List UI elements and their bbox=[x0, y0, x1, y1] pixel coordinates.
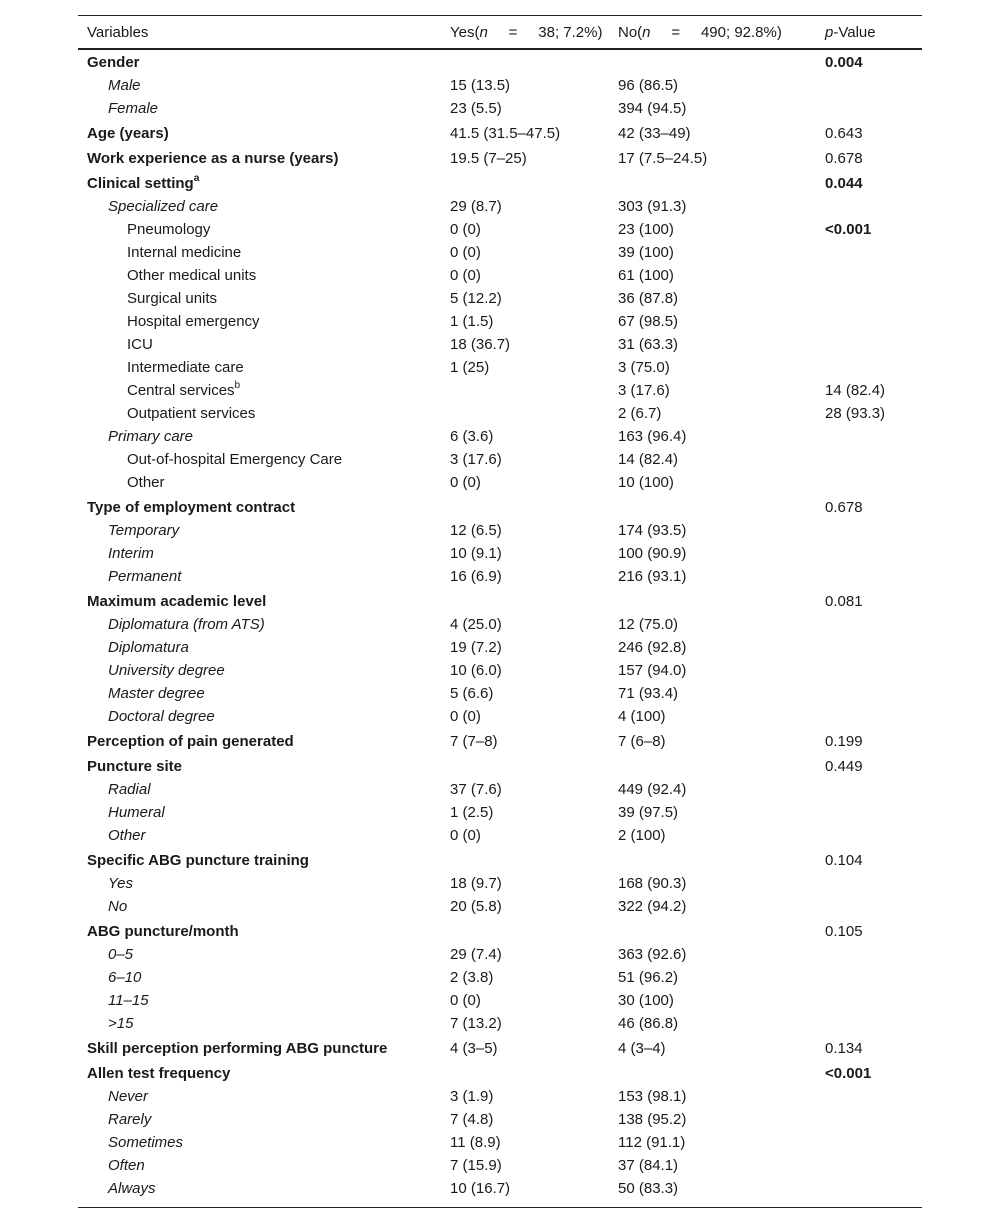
cell-p-value: 0.105 bbox=[825, 923, 863, 940]
row-label: Hospital emergency bbox=[127, 313, 260, 330]
row-label: Diplomatura (from ATS) bbox=[108, 616, 265, 633]
cell-no: 50 (83.3) bbox=[618, 1180, 679, 1197]
row-label: Surgical units bbox=[127, 290, 218, 307]
footnote-marker: a bbox=[193, 173, 200, 184]
row-label: Allen test frequency bbox=[87, 1065, 231, 1082]
row-label: Female bbox=[108, 100, 159, 117]
table-row bbox=[78, 682, 922, 705]
row-label: Temporary bbox=[108, 522, 180, 539]
cell-no: 51 (96.2) bbox=[618, 969, 679, 986]
table-row bbox=[78, 872, 922, 895]
table-row bbox=[78, 989, 922, 1012]
cell-no: 363 (92.6) bbox=[618, 946, 687, 963]
row-label: Puncture site bbox=[87, 758, 183, 775]
row-label: Yes bbox=[108, 875, 134, 892]
cell-yes: 0 (0) bbox=[450, 221, 481, 238]
cell-yes: 7 (7–8) bbox=[450, 733, 498, 750]
cell-yes: 1 (1.5) bbox=[450, 313, 494, 330]
cell-no: 138 (95.2) bbox=[618, 1111, 687, 1128]
table-row bbox=[78, 50, 922, 74]
cell-yes: 4 (25.0) bbox=[450, 616, 502, 633]
header-variables: Variables bbox=[87, 24, 149, 41]
cell-yes: 23 (5.5) bbox=[450, 100, 502, 117]
cell-yes: 2 (3.8) bbox=[450, 969, 494, 986]
table-row bbox=[78, 1085, 922, 1108]
table-row bbox=[78, 287, 922, 310]
table-row bbox=[78, 448, 922, 471]
cell-yes: 18 (9.7) bbox=[450, 875, 502, 892]
table-row bbox=[78, 170, 922, 195]
cell-no: 2 (6.7) bbox=[618, 405, 662, 422]
cell-p-value: 28 (93.3) bbox=[825, 405, 886, 422]
cell-yes: 29 (8.7) bbox=[450, 198, 502, 215]
cell-yes: 37 (7.6) bbox=[450, 781, 502, 798]
cell-no: 449 (92.4) bbox=[618, 781, 687, 798]
row-label: Primary care bbox=[108, 428, 194, 445]
table-row bbox=[78, 613, 922, 636]
table-row bbox=[78, 74, 922, 97]
cell-yes: 5 (6.6) bbox=[450, 685, 494, 702]
cell-yes: 7 (13.2) bbox=[450, 1015, 502, 1032]
cell-yes: 16 (6.9) bbox=[450, 568, 502, 585]
cell-no: 3 (75.0) bbox=[618, 359, 670, 376]
table-row bbox=[78, 895, 922, 918]
row-label: Outpatient services bbox=[127, 405, 256, 422]
table-row bbox=[78, 471, 922, 494]
row-label: No bbox=[108, 898, 128, 915]
cell-p-value: 14 (82.4) bbox=[825, 382, 886, 399]
table-row bbox=[78, 753, 922, 778]
row-label: 11–15 bbox=[108, 992, 149, 1009]
cell-no: 31 (63.3) bbox=[618, 336, 679, 353]
cell-no: 10 (100) bbox=[618, 474, 674, 491]
cell-yes: 10 (16.7) bbox=[450, 1180, 511, 1197]
cell-yes: 19.5 (7–25) bbox=[450, 150, 527, 167]
cell-yes: 7 (4.8) bbox=[450, 1111, 494, 1128]
cell-p-value: 0.449 bbox=[825, 758, 863, 775]
row-label: Internal medicine bbox=[127, 244, 242, 261]
cell-no: 17 (7.5–24.5) bbox=[618, 150, 708, 167]
cell-no: 39 (97.5) bbox=[618, 804, 679, 821]
table-row bbox=[78, 918, 922, 943]
table-row bbox=[78, 588, 922, 613]
row-label: Doctoral degree bbox=[108, 708, 215, 725]
table-row bbox=[78, 778, 922, 801]
cell-p-value: 0.199 bbox=[825, 733, 863, 750]
cell-no: 394 (94.5) bbox=[618, 100, 687, 117]
cell-no: 2 (100) bbox=[618, 827, 666, 844]
cell-no: 163 (96.4) bbox=[618, 428, 687, 445]
cell-no: 71 (93.4) bbox=[618, 685, 679, 702]
cell-no: 168 (90.3) bbox=[618, 875, 687, 892]
row-label: Never bbox=[108, 1088, 149, 1105]
cell-yes: 20 (5.8) bbox=[450, 898, 502, 915]
table-row bbox=[78, 241, 922, 264]
table-row bbox=[78, 519, 922, 542]
table-row bbox=[78, 1108, 922, 1131]
row-label: Maximum academic level bbox=[87, 593, 267, 610]
table-row bbox=[78, 97, 922, 120]
cell-no: 67 (98.5) bbox=[618, 313, 679, 330]
table-row bbox=[78, 264, 922, 287]
table-row bbox=[78, 356, 922, 379]
cell-p-value: 0.004 bbox=[825, 54, 863, 71]
cell-no: 246 (92.8) bbox=[618, 639, 687, 656]
row-label: Skill perception performing ABG puncture bbox=[87, 1040, 388, 1057]
cell-no: 3 (17.6) bbox=[618, 382, 670, 399]
table-row bbox=[78, 824, 922, 847]
header-no: No(n = 490; 92.8%) bbox=[618, 24, 782, 41]
cell-no: 37 (84.1) bbox=[618, 1157, 679, 1174]
cell-yes: 10 (9.1) bbox=[450, 545, 502, 562]
cell-yes: 1 (25) bbox=[450, 359, 490, 376]
cell-no: 23 (100) bbox=[618, 221, 674, 238]
cell-no: 153 (98.1) bbox=[618, 1088, 687, 1105]
table-row bbox=[78, 801, 922, 824]
table-row bbox=[78, 218, 922, 241]
table-row bbox=[78, 565, 922, 588]
cell-yes: 0 (0) bbox=[450, 708, 481, 725]
row-label: Permanent bbox=[108, 568, 182, 585]
row-label: Other bbox=[108, 827, 146, 844]
table-row bbox=[78, 636, 922, 659]
row-label: Radial bbox=[108, 781, 151, 798]
footnote-marker: b bbox=[234, 380, 241, 391]
table-row bbox=[78, 195, 922, 218]
cell-yes: 3 (1.9) bbox=[450, 1088, 494, 1105]
cell-yes: 6 (3.6) bbox=[450, 428, 494, 445]
cell-no: 157 (94.0) bbox=[618, 662, 687, 679]
cell-no: 39 (100) bbox=[618, 244, 674, 261]
cell-yes: 10 (6.0) bbox=[450, 662, 502, 679]
row-label: Interim bbox=[108, 545, 154, 562]
cell-yes: 5 (12.2) bbox=[450, 290, 502, 307]
cell-p-value: 0.081 bbox=[825, 593, 863, 610]
table-row bbox=[78, 494, 922, 519]
table-row bbox=[78, 379, 922, 402]
cell-yes: 0 (0) bbox=[450, 827, 481, 844]
table-row bbox=[78, 966, 922, 989]
cell-yes: 15 (13.5) bbox=[450, 77, 511, 94]
cell-yes: 0 (0) bbox=[450, 244, 481, 261]
table-row bbox=[78, 728, 922, 753]
cell-no: 4 (100) bbox=[618, 708, 666, 725]
cell-yes: 18 (36.7) bbox=[450, 336, 511, 353]
row-label: Clinical setting$^a$ bbox=[87, 173, 200, 192]
cell-p-value: 0.134 bbox=[825, 1040, 863, 1057]
cell-no: 42 (33–49) bbox=[618, 125, 691, 142]
cell-yes: 0 (0) bbox=[450, 267, 481, 284]
row-label: University degree bbox=[108, 662, 225, 679]
row-label: Always bbox=[108, 1180, 156, 1197]
cell-p-value: <0.001 bbox=[825, 221, 872, 238]
table-row bbox=[78, 402, 922, 425]
table-row bbox=[78, 847, 922, 872]
cell-yes: 0 (0) bbox=[450, 474, 481, 491]
row-label: Age (years) bbox=[87, 125, 169, 142]
cell-p-value: 0.044 bbox=[825, 175, 863, 192]
header-p-value: p-Value bbox=[825, 24, 876, 41]
table-row bbox=[78, 1154, 922, 1177]
row-label: Gender bbox=[87, 54, 140, 71]
row-label: ABG puncture/month bbox=[87, 923, 239, 940]
table-row bbox=[78, 425, 922, 448]
row-label: Diplomatura bbox=[108, 639, 189, 656]
table-row bbox=[78, 659, 922, 682]
cell-p-value: 0.678 bbox=[825, 150, 863, 167]
table-header bbox=[78, 15, 922, 50]
cell-no: 61 (100) bbox=[618, 267, 674, 284]
row-label: Specialized care bbox=[108, 198, 219, 215]
table-row bbox=[78, 943, 922, 966]
cell-no: 4 (3–4) bbox=[618, 1040, 666, 1057]
row-label: Type of employment contract bbox=[87, 499, 296, 516]
cell-no: 216 (93.1) bbox=[618, 568, 687, 585]
cell-yes: 41.5 (31.5–47.5) bbox=[450, 125, 561, 142]
row-label: >15 bbox=[108, 1015, 134, 1032]
row-label: 0–5 bbox=[108, 946, 134, 963]
table-row bbox=[78, 333, 922, 356]
row-label: Other medical units bbox=[127, 267, 257, 284]
cell-no: 322 (94.2) bbox=[618, 898, 687, 915]
cell-yes: 7 (15.9) bbox=[450, 1157, 502, 1174]
row-label: Other bbox=[127, 474, 165, 491]
cell-yes: 1 (2.5) bbox=[450, 804, 494, 821]
header-yes: Yes(n = 38; 7.2%) bbox=[450, 24, 603, 41]
table-row bbox=[78, 1131, 922, 1154]
cell-no: 112 (91.1) bbox=[618, 1134, 686, 1151]
table-bottom-rule bbox=[78, 1200, 922, 1208]
cell-p-value: 0.104 bbox=[825, 852, 863, 869]
table-row bbox=[78, 1012, 922, 1035]
cell-no: 12 (75.0) bbox=[618, 616, 679, 633]
table-row bbox=[78, 145, 922, 170]
cell-no: 46 (86.8) bbox=[618, 1015, 679, 1032]
cell-p-value: 0.678 bbox=[825, 499, 863, 516]
cell-p-value: 0.643 bbox=[825, 125, 863, 142]
row-label: Perception of pain generated bbox=[87, 733, 294, 750]
cell-yes: 4 (3–5) bbox=[450, 1040, 498, 1057]
row-label: Humeral bbox=[108, 804, 165, 821]
cell-yes: 19 (7.2) bbox=[450, 639, 502, 656]
cell-p-value: <0.001 bbox=[825, 1065, 872, 1082]
row-label: Intermediate care bbox=[127, 359, 244, 376]
row-label: Male bbox=[108, 77, 141, 94]
table-row bbox=[78, 1035, 922, 1060]
cell-yes: 29 (7.4) bbox=[450, 946, 502, 963]
cell-no: 36 (87.8) bbox=[618, 290, 679, 307]
table-row bbox=[78, 1060, 922, 1085]
row-label: Central services$^b$ bbox=[127, 380, 241, 399]
cell-yes: 0 (0) bbox=[450, 992, 481, 1009]
cell-no: 174 (93.5) bbox=[618, 522, 687, 539]
cell-yes: 3 (17.6) bbox=[450, 451, 502, 468]
cell-yes: 11 (8.9) bbox=[450, 1134, 501, 1151]
cell-no: 7 (6–8) bbox=[618, 733, 666, 750]
table-row bbox=[78, 120, 922, 145]
row-label: Specific ABG puncture training bbox=[87, 852, 309, 869]
row-label: Work experience as a nurse (years) bbox=[87, 150, 339, 167]
row-label: ICU bbox=[127, 336, 153, 353]
cell-no: 30 (100) bbox=[618, 992, 674, 1009]
row-label: 6–10 bbox=[108, 969, 142, 986]
table-body bbox=[78, 50, 922, 1200]
table-row bbox=[78, 542, 922, 565]
row-label: Sometimes bbox=[108, 1134, 184, 1151]
cell-no: 100 (90.9) bbox=[618, 545, 687, 562]
cell-yes: 12 (6.5) bbox=[450, 522, 502, 539]
cell-no: 303 (91.3) bbox=[618, 198, 687, 215]
row-label: Often bbox=[108, 1157, 145, 1174]
cell-no: 14 (82.4) bbox=[618, 451, 679, 468]
row-label: Rarely bbox=[108, 1111, 152, 1128]
row-label: Master degree bbox=[108, 685, 205, 702]
table-row bbox=[78, 1177, 922, 1200]
table-row bbox=[78, 705, 922, 728]
table-row bbox=[78, 310, 922, 333]
row-label: Out-of-hospital Emergency Care bbox=[127, 451, 343, 468]
cell-no: 96 (86.5) bbox=[618, 77, 679, 94]
row-label: Pneumology bbox=[127, 221, 211, 238]
data-table bbox=[78, 15, 922, 1208]
